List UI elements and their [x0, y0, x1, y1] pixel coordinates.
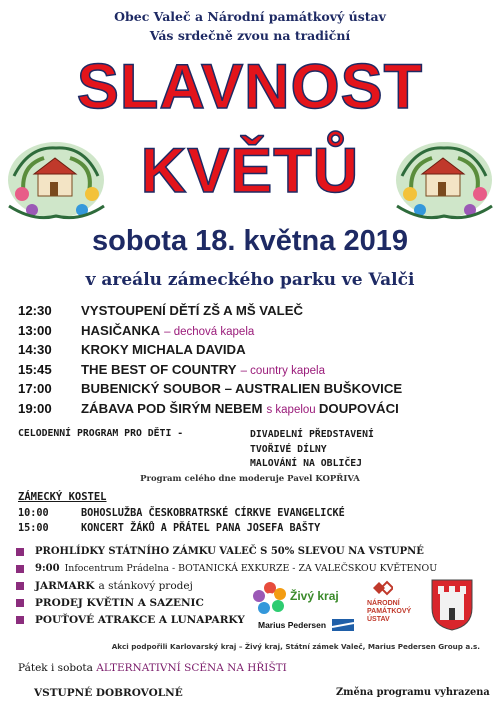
kids-program-item: DIVADELNÍ PŘEDSTAVENÍ — [250, 429, 374, 440]
schedule-time: 17:00 — [18, 381, 52, 396]
event-date: sobota 18. května 2019 — [92, 225, 408, 257]
marius-text: Marius Pedersen — [258, 620, 327, 630]
schedule-desc-text: s kapelou — [266, 403, 316, 416]
bullet-item — [16, 560, 486, 577]
flower-logo-icon — [252, 580, 288, 616]
bullet-text: PRODEJ KVĚTIN A SAZENIC — [35, 596, 204, 609]
schedule-act: VYSTOUPENÍ DĚTÍ ZŠ A MŠ VALEČ — [81, 303, 304, 318]
marius-flag-icon — [332, 619, 354, 631]
schedule-time: 15:45 — [18, 361, 52, 377]
kids-program-item: MALOVÁNÍ NA OBLIČEJ — [250, 458, 363, 469]
valec-coat-of-arms-icon — [430, 578, 474, 632]
bullet-square-icon — [16, 582, 24, 590]
event-venue: v areálu zámeckého parku ve Valči — [85, 270, 415, 290]
schedule-act: THE BEST OF COUNTRY — [81, 361, 237, 377]
castle-row — [18, 523, 320, 534]
admission-note: VSTUPNÉ DOBROVOLNÉ — [34, 687, 183, 699]
bullet-text: a stánkový prodej — [98, 579, 193, 592]
schedule-row — [18, 323, 488, 343]
bullet-time: 9:00 — [35, 563, 60, 574]
schedule-row — [18, 342, 488, 362]
schedule-time: 12:30 — [18, 303, 52, 318]
zivy-kraj-logo — [252, 580, 352, 640]
castle-church-heading: ZÁMECKÝ KOSTEL — [18, 491, 107, 503]
schedule-act: BUBENICKÝ SOUBOR – AUSTRALIEN BUŠKOVICE — [81, 381, 403, 396]
bullet-text: POUŤOVÉ ATRAKCE A LUNAPARKY — [35, 613, 245, 626]
alternative-scene-accent: ALTERNATIVNÍ SCÉNA NA HŘIŠTI — [96, 662, 287, 674]
kids-program-item: TVOŘIVÉ DÍLNY — [250, 443, 327, 455]
bullet-square-icon — [16, 548, 24, 556]
schedule-list — [18, 303, 488, 420]
alternative-scene-note — [18, 662, 287, 674]
bullet-item — [16, 611, 246, 628]
decorative-house-illustration-right — [392, 136, 496, 222]
decorative-house-illustration-left — [4, 136, 108, 222]
schedule-row — [18, 381, 488, 401]
npu-logo — [365, 580, 427, 636]
bullet-square-icon — [16, 616, 24, 624]
schedule-act: ZÁBAVA POD ŠIRÝM NEBEM — [81, 400, 263, 416]
bullet-text: PROHLÍDKY STÁTNÍHO ZÁMKU VALEČ S 50% SLEVOU NA VSTUPNÉ — [35, 546, 424, 557]
castle-time: 10:00 — [18, 508, 49, 519]
title-kvetu: KVĚTŮ — [140, 136, 360, 206]
npu-text-line: NÁRODNÍ — [367, 600, 400, 607]
schedule-row — [18, 303, 488, 323]
bullet-item — [16, 543, 486, 560]
castle-row — [18, 508, 345, 519]
schedule-act: KROKY MICHALA DAVIDA — [81, 342, 246, 357]
schedule-desc: – dechová kapela — [164, 325, 255, 338]
invitation-line-1: Obec Valeč a Národní památkový ústav — [114, 9, 386, 24]
castle-time: 15:00 — [18, 523, 49, 534]
schedule-desc: – country kapela — [240, 364, 325, 377]
schedule-time: 13:00 — [18, 322, 52, 338]
schedule-time: 19:00 — [18, 400, 52, 416]
invitation-line-2: Vás srdečně zvou na tradiční — [149, 28, 351, 43]
kids-program-label: CELODENNÍ PROGRAM PRO DĚTI - — [18, 428, 184, 439]
schedule-time: 14:30 — [18, 342, 52, 357]
bullet-text: Infocentrum Prádelna - BOTANICKÁ EXKURZE - ZA VALEČSKOU KVĚTENOU — [64, 563, 438, 574]
schedule-row — [18, 362, 488, 382]
castle-text: KONCERT ŽÁKŮ A PŘÁTEL PANA JOSEFA BAŠTY — [81, 523, 321, 534]
npu-text — [367, 600, 411, 624]
bullet-square-icon — [16, 599, 24, 607]
alternative-scene-prefix: Pátek i sobota — [18, 662, 93, 674]
castle-text: BOHOSLUŽBA ČESKOBRATRSKÉ CÍRKVE EVANGELICKÉ — [81, 508, 345, 519]
supporters-note: Akci podpořili Karlovarský kraj – Živý kraj, Státní zámek Valeč, Marius Pedersen Group a.s. — [111, 642, 480, 651]
schedule-desc — [266, 401, 398, 416]
bullet-square-icon — [16, 565, 24, 573]
npu-emblem-icon — [371, 580, 393, 596]
zivy-kraj-text: Živý kraj — [290, 589, 339, 603]
band-name: DOUPOVÁCI — [318, 400, 399, 416]
bullet-text-strong: JARMARK — [35, 579, 95, 592]
moderator-note: Program celého dne moderuje Pavel KOPŘIVA — [140, 474, 360, 484]
program-change-note: Změna programu vyhrazena — [336, 687, 490, 698]
title-slavnost: SLAVNOST — [76, 52, 424, 122]
schedule-act: HASIČANKA — [81, 322, 161, 338]
npu-text-line: PAMÁTKOVÝ — [367, 608, 412, 615]
kids-program-list — [250, 428, 374, 472]
schedule-row — [18, 401, 488, 421]
npu-text-line: ÚSTAV — [367, 616, 390, 623]
